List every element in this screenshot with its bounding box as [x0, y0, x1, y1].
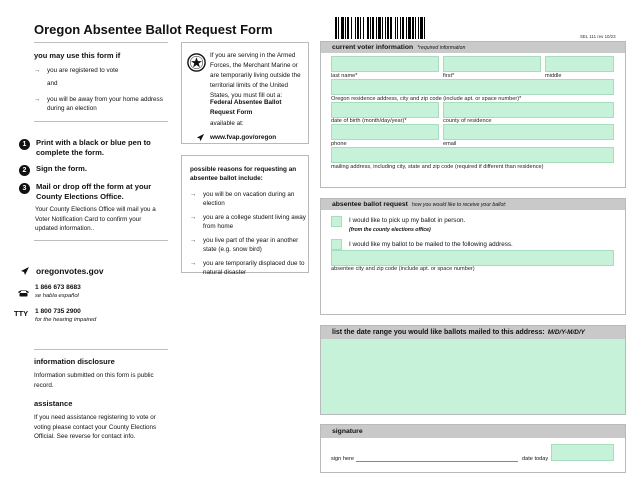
- county-field[interactable]: [443, 102, 614, 118]
- signature-line[interactable]: [356, 461, 518, 462]
- available-label: available at:: [210, 120, 244, 127]
- phone-label: phone: [331, 141, 347, 147]
- mail-checkbox[interactable]: [331, 239, 342, 250]
- eligibility-heading: you may use this form if: [34, 51, 121, 60]
- phone-field[interactable]: [331, 124, 439, 140]
- reasons-box: [181, 155, 309, 276]
- last-name-field[interactable]: [331, 56, 439, 72]
- tty-block: [35, 308, 96, 323]
- arrow-icon: →: [34, 67, 41, 74]
- arrow-icon: →: [190, 237, 197, 244]
- disclosure-text: Information submitted on this form is public record.: [34, 372, 154, 389]
- reasons-heading: possible reasons for requesting an absentee ballot include:: [190, 166, 297, 182]
- sign-here-label: sign here: [331, 456, 355, 462]
- step-number: 2: [19, 165, 30, 176]
- arrow-icon: →: [190, 214, 197, 221]
- absentee-address-field[interactable]: [331, 250, 614, 266]
- divider: [34, 42, 168, 43]
- step-2: [19, 164, 169, 176]
- voter-info-heading: current voter information *required information: [321, 42, 625, 53]
- middle-name-field[interactable]: [545, 56, 614, 72]
- last-name-label: last name*: [331, 73, 358, 79]
- residence-address-field[interactable]: [331, 79, 614, 95]
- date-range-heading: list the date range you would like ballots mailed to this address: M/D/Y-M/D/Y: [321, 326, 625, 339]
- fvap-row: [196, 133, 276, 142]
- reasons-list: [190, 190, 306, 282]
- federal-notice-text: If you are serving in the Armed Forces, the Merchant Marine or are temporarily living outside the territorial limits of the United States, you must fill out a:: [210, 52, 301, 99]
- list-item: → you are registered to vote: [34, 67, 119, 74]
- send-arrow-icon: [196, 133, 205, 142]
- date-today-label: date today: [522, 456, 549, 462]
- federal-form-name: Federal Absentee Ballot Request Form: [210, 99, 282, 116]
- federal-notice-box: [181, 42, 309, 144]
- tty-number[interactable]: 1 800 735 2900: [35, 308, 81, 315]
- date-today-field[interactable]: [551, 444, 614, 461]
- signature-heading: signature: [321, 425, 625, 438]
- list-item: → you are a college student living away from home: [190, 214, 306, 230]
- list-item: → you are temporarily displaced due to natural disaster: [190, 260, 305, 276]
- step-text: Mail or drop off the form at your County Elections Office.: [36, 182, 152, 201]
- dob-field[interactable]: [331, 102, 439, 118]
- mailing-address-field[interactable]: [331, 147, 614, 163]
- residence-address-label: Oregon residence address, city and zip code (include apt. or space number)*: [331, 96, 522, 102]
- barcode: [335, 17, 474, 39]
- website-row: [20, 266, 103, 276]
- step-3-note: Your County Elections Office will mail you a Voter Notification Card to confirm your updated information..: [35, 206, 156, 232]
- tty-note: for the hearing impaired: [35, 317, 97, 323]
- ballot-request-heading: absentee ballot request how you would like to receive your ballot:: [321, 199, 625, 210]
- phone-block: [35, 284, 81, 299]
- mail-option-label: I would like my ballot to be mailed to the following address.: [349, 241, 513, 248]
- barcode-bar: [425, 17, 427, 39]
- divider: [34, 121, 168, 122]
- disclosure-section: [34, 357, 168, 442]
- ballot-request-subheading: how you would like to receive your ballot:: [411, 202, 507, 208]
- phone-number[interactable]: 1 866 673 8683: [35, 284, 81, 291]
- tty-label: TTY: [14, 309, 29, 318]
- arrow-icon: →: [34, 95, 41, 103]
- middle-name-label: middle: [545, 73, 562, 79]
- email-field[interactable]: [443, 124, 614, 140]
- seal-icon: [187, 53, 206, 72]
- absentee-address-label: absentee city and zip code (include apt. or space number): [331, 266, 475, 272]
- pickup-option-label: I would like to pick up my ballot in person.: [349, 217, 466, 224]
- step-number: 1: [19, 139, 30, 150]
- list-item: → you will be away from your home address during an election: [34, 95, 163, 112]
- pickup-option-note: (from the county elections office): [349, 227, 431, 233]
- assistance-heading: assistance: [34, 399, 73, 408]
- list-item: → you will be on vacation during an election: [190, 191, 295, 207]
- step-3: [19, 182, 169, 201]
- fvap-link[interactable]: www.fvap.gov/oregon: [210, 134, 277, 141]
- first-name-label: first*: [443, 73, 455, 79]
- step-text: Print with a black or blue pen to complete the form.: [36, 138, 151, 157]
- date-range-field[interactable]: [321, 339, 625, 414]
- arrow-icon: →: [190, 260, 197, 267]
- arrow-icon: →: [190, 191, 197, 198]
- step-text: Sign the form.: [36, 164, 88, 173]
- instructions: [19, 138, 169, 234]
- eligibility-section: [34, 51, 168, 118]
- dob-label: date of birth (month/day/year)*: [331, 118, 407, 124]
- list-item: → you live part of the year in another state (e.g. snow bird): [190, 237, 299, 253]
- step-number: 3: [19, 183, 30, 194]
- assistance-text: If you need assistance registering to vote or voting please contact your County Elections Official. See reverse for contact info.: [34, 414, 157, 440]
- county-label: county of residence: [443, 118, 492, 124]
- step-1: [19, 138, 169, 157]
- disclosure-heading: information disclosure: [34, 357, 115, 366]
- conjunction: and: [47, 80, 58, 87]
- required-note: *required information: [417, 45, 466, 51]
- pickup-checkbox[interactable]: [331, 216, 342, 227]
- form-code: SEL 111 rev 10/23: [580, 34, 616, 39]
- page-title: Oregon Absentee Ballot Request Form: [34, 22, 273, 37]
- divider: [34, 240, 168, 241]
- first-name-field[interactable]: [443, 56, 541, 72]
- website-link[interactable]: oregonvotes.gov: [36, 266, 104, 276]
- phone-note: se habla español: [35, 293, 79, 299]
- mailing-address-label: mailing address, including city, state and zip code (required if different than residence): [331, 164, 544, 170]
- phone-icon: [17, 284, 30, 302]
- divider: [34, 349, 168, 350]
- email-label: email: [443, 141, 457, 147]
- date-format: M/D/Y-M/D/Y: [547, 329, 585, 336]
- send-arrow-icon: [20, 266, 30, 276]
